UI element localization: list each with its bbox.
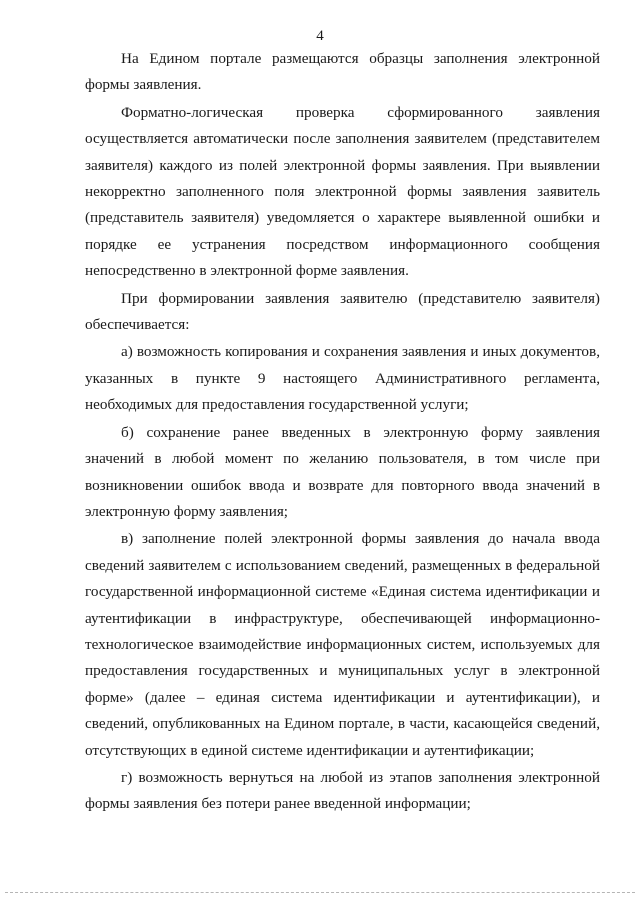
- list-item-g: г) возможность вернуться на любой из этапов заполнения электронной формы заявления без потери ранее введенной информации;: [85, 768, 600, 813]
- list-item-a: а) возможность копирования и сохранения заявления и иных документов, указанных в пункте 9 настоящего Административного регламента, необходимых для предоставления государственной услуги;: [85, 343, 600, 414]
- document-body: [85, 46, 600, 819]
- paragraph-provided-intro: При формировании заявления заявителю (представителю заявителя) обеспечивается:: [85, 289, 600, 334]
- list-item-b: б) сохранение ранее введенных в электронную форму заявления значений в любой момент по желанию пользователя, в том числе при возникновении ошибок ввода и возврате для повторного ввода значений в электронную форму заявления;: [85, 423, 600, 520]
- footer-divider: [5, 892, 635, 893]
- list-item-v: в) заполнение полей электронной формы заявления до начала ввода сведений заявителем с использованием сведений, размещенных в федеральной государственной информационной системе «Единая система идентификации и аутентификации в инфраструктуре, обеспечивающей информационно-технологическое взаимодействие информационных систем, используемых для предоставления государственных и муниципальных услуг в электронной форме» (далее – единая система идентификации и аутентификации), и сведений, опубликованных на Едином портале, в части, касающейся сведений, отсутствующих в единой системе идентификации и аутентификации;: [85, 530, 600, 759]
- paragraph-sample-forms: На Едином портале размещаются образцы заполнения электронной формы заявления.: [85, 50, 600, 94]
- paragraph-format-check: Форматно-логическая проверка сформированного заявления осуществляется автоматически после заполнения заявителем (представителем заявителя) каждого из полей электронной формы заявления. При выявлении некорректно заполненного поля электронной формы заявления заявитель (представитель заявителя) уведомляется о характере выявленной ошибки и порядке ее устранения посредством информационного сообщения непосредственно в электронной форме заявления.: [85, 103, 600, 280]
- page-number: 4: [316, 28, 324, 44]
